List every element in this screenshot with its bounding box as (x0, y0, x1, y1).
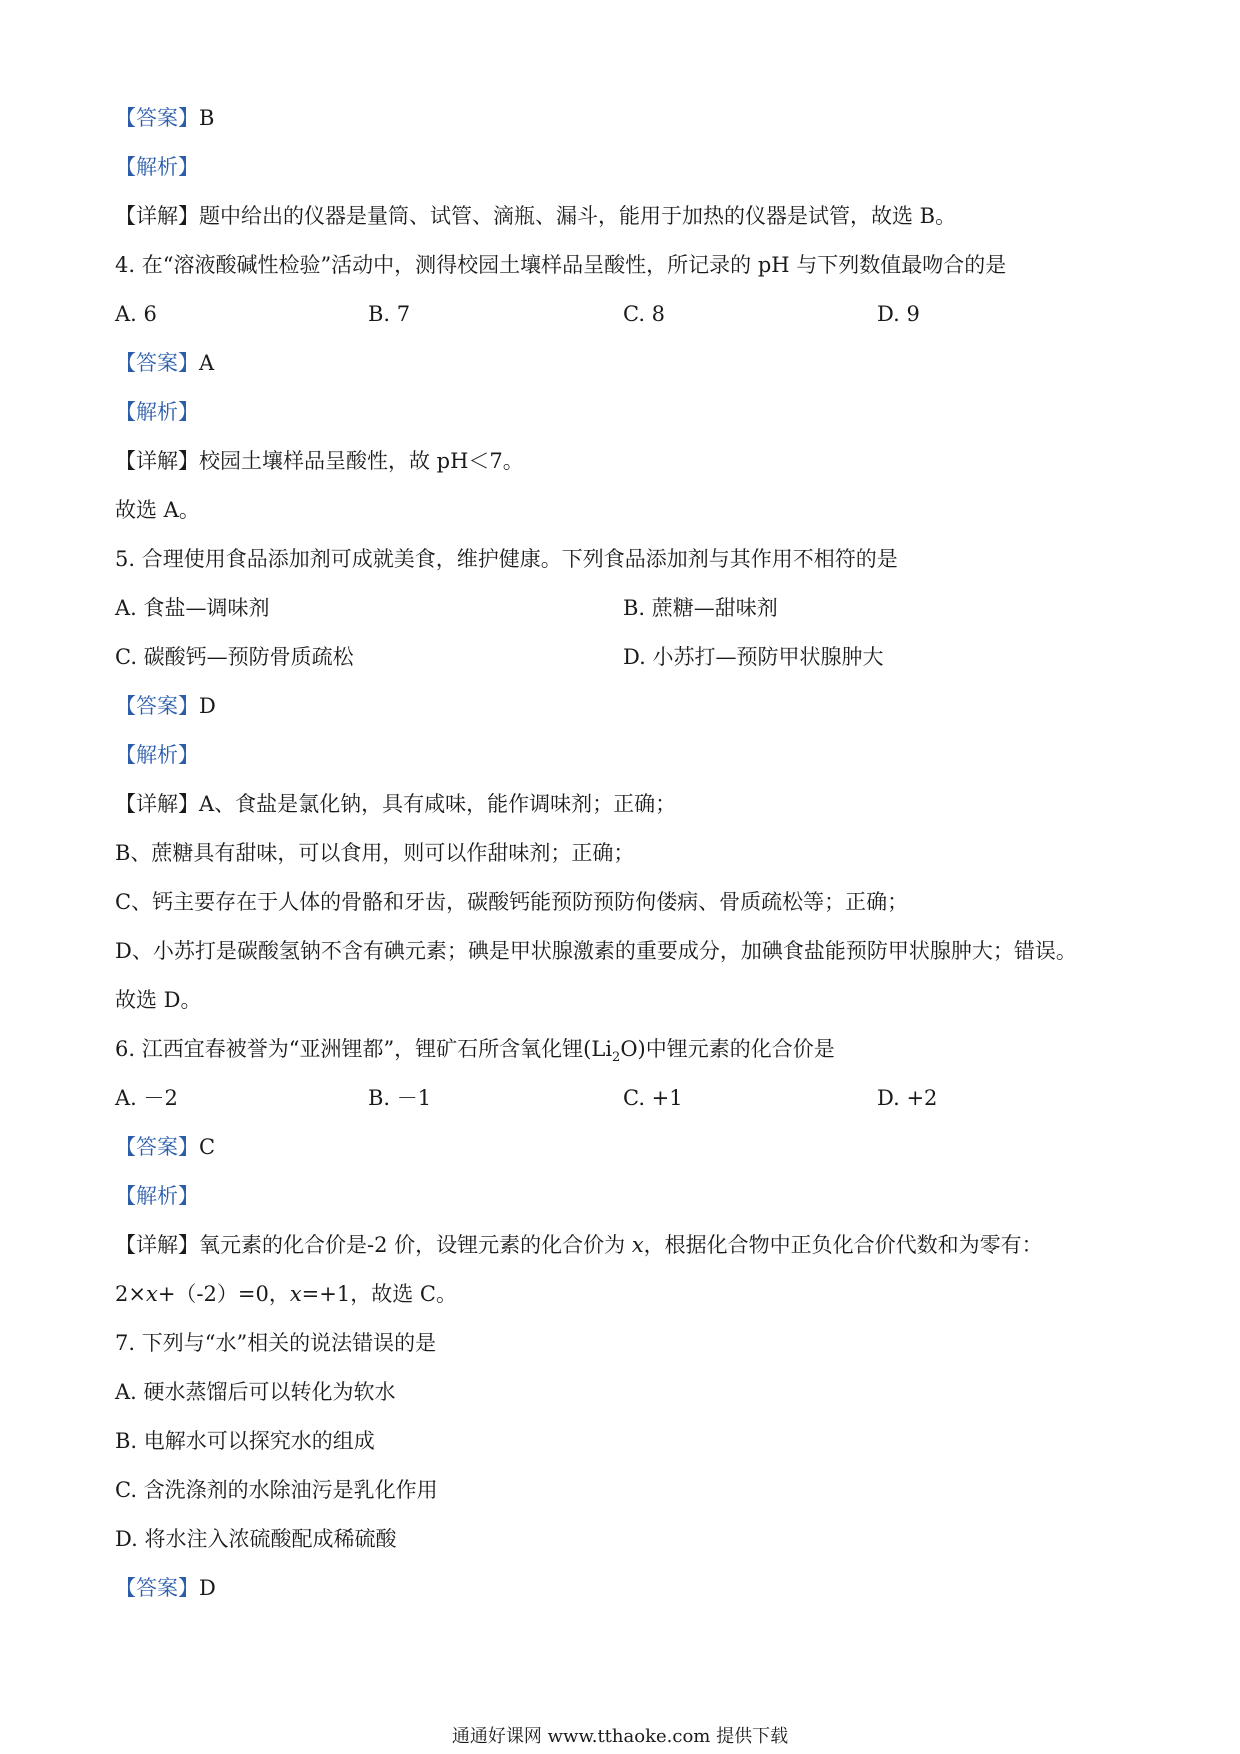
q6-detail-var: x (631, 1233, 644, 1257)
answer-label: 【答案】 (115, 694, 199, 718)
analysis-label: 【解析】 (115, 743, 199, 767)
detail-label: 【详解】 (115, 1233, 199, 1257)
answer-label: 【答案】 (115, 106, 199, 130)
q7-option-b: B. 电解水可以探究水的组成 (115, 1429, 375, 1453)
q4-detail (115, 446, 524, 476)
q6-calc-var2: x (289, 1282, 302, 1306)
q5-answer (115, 691, 216, 721)
q5-option-a: A. 食盐—调味剂 (115, 596, 270, 620)
q5-option-c: C. 碳酸钙—预防骨质疏松 (115, 645, 354, 669)
q6-detail-post: ，根据化合物中正负化合价代数和为零有： (643, 1233, 1043, 1257)
q5-detail-a-text: A、食盐是氯化钠，具有咸味，能作调味剂；正确； (199, 792, 677, 816)
q6-answer-value: C (199, 1135, 216, 1159)
q6-option-c: C. +1 (623, 1086, 683, 1110)
q5-conclusion: 故选 D。 (115, 988, 202, 1012)
q7-option-c: C. 含洗涤剂的水除油污是乳化作用 (115, 1478, 438, 1502)
q4-analysis (115, 397, 199, 427)
q4-option-b: B. 7 (368, 302, 411, 326)
q6-stem-post: O)中锂元素的化合价是 (620, 1037, 835, 1061)
answer-label: 【答案】 (115, 1135, 199, 1159)
q6-option-a: A. －2 (115, 1086, 178, 1110)
answer-label: 【答案】 (115, 351, 199, 375)
q4-option-d: D. 9 (877, 302, 920, 326)
q3-detail (115, 201, 956, 231)
detail-label: 【详解】 (115, 792, 199, 816)
q6-stem-sub: 2 (612, 1050, 621, 1066)
q7-option-d: D. 将水注入浓硫酸配成稀硫酸 (115, 1527, 397, 1551)
detail-label: 【详解】 (115, 204, 199, 228)
q7-answer (115, 1573, 216, 1603)
q5-option-d: D. 小苏打—预防甲状腺肿大 (623, 645, 884, 669)
q6-calc-b: +（-2）=0， (157, 1282, 290, 1306)
q3-detail-text: 题中给出的仪器是量筒、试管、滴瓶、漏斗，能用于加热的仪器是试管，故选 B。 (199, 204, 957, 228)
q6-detail (115, 1230, 1043, 1260)
q7-stem: 7. 下列与“水”相关的说法错误的是 (115, 1331, 437, 1355)
q6-calc-var1: x (145, 1282, 158, 1306)
q6-calc-c: =+1，故选 C。 (301, 1282, 457, 1306)
q5-stem: 5. 合理使用食品添加剂可成就美食，维护健康。下列食品添加剂与其作用不相符的是 (115, 547, 898, 571)
q5-options-row2 (115, 642, 1175, 672)
q6-answer (115, 1132, 215, 1162)
q5-detail-b: B、蔗糖具有甜味，可以食用，则可以作甜味剂；正确； (115, 841, 635, 865)
q7-answer-value: D (199, 1576, 216, 1600)
q6-option-d: D. +2 (877, 1086, 938, 1110)
q3-answer (115, 103, 214, 133)
q5-detail-a (115, 789, 676, 819)
detail-label: 【详解】 (115, 449, 199, 473)
q6-detail-pre: 氧元素的化合价是-2 价，设锂元素的化合价为 (199, 1233, 632, 1257)
q4-answer-value: A (199, 351, 215, 375)
q6-options (115, 1083, 1175, 1113)
analysis-label: 【解析】 (115, 1184, 199, 1208)
q4-option-c: C. 8 (623, 302, 666, 326)
q4-stem: 4. 在“溶液酸碱性检验”活动中，测得校园土壤样品呈酸性，所记录的 pH 与下列数值最吻合的是 (115, 253, 1007, 277)
page-footer: 通通好课网 www.tthaoke.com 提供下载 (451, 1726, 789, 1747)
q6-calc-a: 2× (115, 1282, 146, 1306)
q6-stem-pre: 6. 江西宜春被誉为“亚洲锂都”，锂矿石所含氧化锂(Li (115, 1037, 613, 1061)
analysis-label: 【解析】 (115, 400, 199, 424)
q5-detail-c: C、钙主要存在于人体的骨骼和牙齿，碳酸钙能预防预防佝偻病、骨质疏松等；正确； (115, 890, 909, 914)
q4-conclusion: 故选 A。 (115, 498, 200, 522)
q6-option-b: B. －1 (368, 1086, 432, 1110)
q4-option-a: A. 6 (115, 302, 157, 326)
q5-option-b: B. 蔗糖—甜味剂 (623, 596, 778, 620)
analysis-label: 【解析】 (115, 155, 199, 179)
q4-detail-text: 校园土壤样品呈酸性，故 pH＜7。 (199, 449, 524, 473)
answer-label: 【答案】 (115, 1576, 199, 1600)
q6-stem (115, 1034, 835, 1064)
q6-calc (115, 1279, 457, 1309)
q4-answer (115, 348, 214, 378)
q5-options-row1 (115, 593, 1175, 623)
q3-answer-value: B (199, 106, 215, 130)
q5-detail-d: D、小苏打是碳酸氢钠不含有碘元素；碘是甲状腺激素的重要成分，加碘食盐能预防甲状腺肿大；错误。 (115, 939, 1077, 963)
q4-options (115, 299, 1175, 329)
q6-analysis (115, 1181, 199, 1211)
q7-option-a: A. 硬水蒸馏后可以转化为软水 (115, 1380, 396, 1404)
q3-analysis (115, 152, 199, 182)
q5-answer-value: D (199, 694, 216, 718)
q5-analysis (115, 740, 199, 770)
